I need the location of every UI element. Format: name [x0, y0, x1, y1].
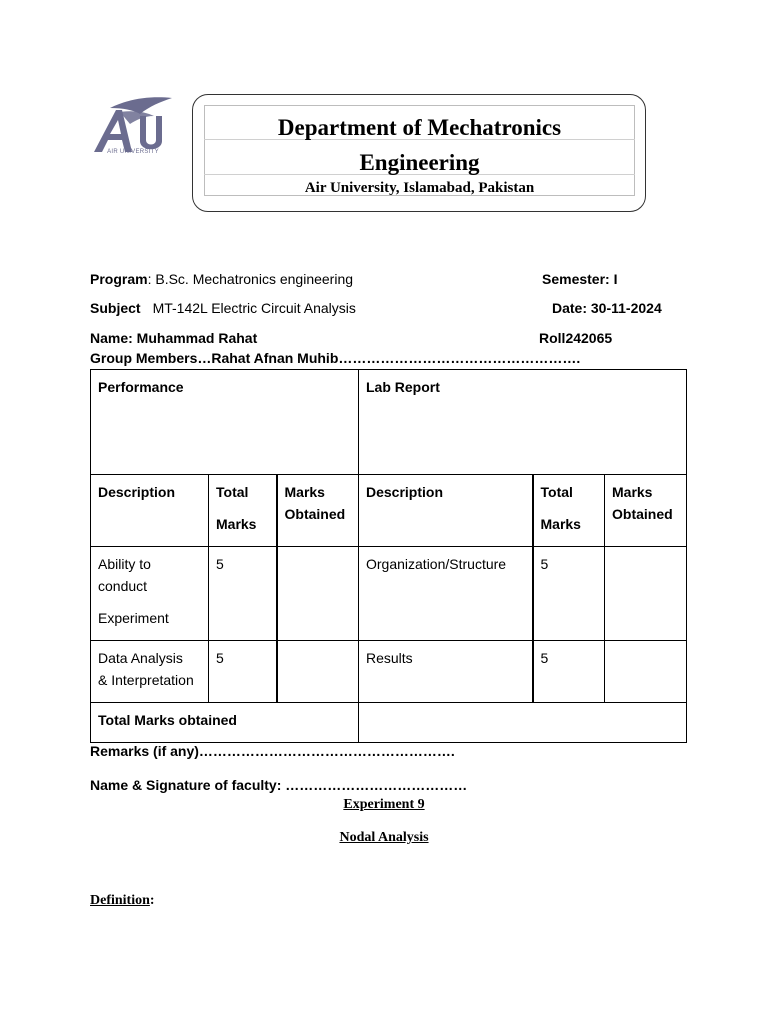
performance-obtained-cell[interactable]	[277, 547, 359, 641]
experiment-number: Experiment 9	[343, 797, 425, 812]
semester-field: Semester: I	[542, 271, 618, 287]
table-row	[91, 475, 687, 547]
obtained-label: Obtained	[284, 506, 346, 522]
program-value: : B.Sc. Mechatronics engineering	[147, 271, 354, 287]
cell-text: & Interpretation	[98, 672, 194, 688]
marks-obtained-column-header	[605, 475, 687, 547]
performance-description-cell	[91, 547, 209, 641]
marks-obtained-column-header	[277, 475, 359, 547]
marks-label: Marks	[540, 516, 581, 532]
performance-obtained-cell[interactable]	[277, 641, 359, 703]
roll-number: Roll242065	[539, 330, 613, 346]
total-marks-label: Total Marks obtained	[91, 703, 359, 743]
marks-label: Marks	[216, 516, 257, 532]
program-field	[90, 271, 353, 287]
obtained-label: Obtained	[612, 506, 673, 522]
department-title-line2: Engineering	[359, 150, 480, 175]
table-row	[91, 703, 687, 743]
description-column-header: Description	[359, 475, 533, 547]
university-name: Air University, Islamabad, Pakistan	[304, 180, 535, 196]
date-field: Date: 30-11-2024	[552, 300, 662, 316]
lab-obtained-cell[interactable]	[605, 641, 687, 703]
performance-description-cell	[91, 641, 209, 703]
logo-caption: AIR UNIVERSITY	[107, 149, 159, 155]
total-label: Total	[540, 484, 573, 500]
subject-field	[90, 300, 356, 316]
lab-description-cell: Organization/Structure	[359, 547, 533, 641]
lab-obtained-cell[interactable]	[605, 547, 687, 641]
total-marks-value-cell[interactable]	[359, 703, 687, 743]
performance-total-cell: 5	[209, 641, 277, 703]
experiment-title: Nodal Analysis	[339, 830, 429, 845]
performance-header: Performance	[91, 370, 359, 475]
lab-total-cell: 5	[533, 547, 605, 641]
marks-label: Marks	[612, 484, 653, 500]
total-marks-column-header	[209, 475, 277, 547]
cell-text: conduct	[98, 578, 148, 594]
cell-text: Experiment	[98, 610, 169, 626]
group-members: Group Members…Rahat Afnan Muhib…………………………………………….	[90, 350, 581, 366]
table-row	[91, 547, 687, 641]
performance-total-cell: 5	[209, 547, 277, 641]
description-column-header: Description	[91, 475, 209, 547]
student-name: Name: Muhammad Rahat	[90, 330, 258, 346]
table-row	[91, 641, 687, 703]
faculty-signature-line: Name & Signature of faculty: …………………………………	[90, 777, 468, 793]
definition-heading	[90, 893, 155, 909]
cell-text: Data Analysis	[98, 650, 183, 666]
table-row	[91, 370, 687, 475]
definition-colon: :	[149, 893, 155, 908]
definition-label: Definition	[90, 893, 150, 908]
cell-text: Ability to	[98, 556, 151, 572]
lab-description-cell: Results	[359, 641, 533, 703]
marks-table	[90, 369, 687, 743]
lab-total-cell: 5	[533, 641, 605, 703]
program-label: Program	[90, 271, 148, 287]
subject-label: Subject	[90, 300, 141, 316]
subject-value: MT-142L Electric Circuit Analysis	[152, 300, 356, 316]
total-label: Total	[216, 484, 249, 500]
total-marks-column-header	[533, 475, 605, 547]
lab-report-header: Lab Report	[359, 370, 687, 475]
marks-label: Marks	[284, 484, 325, 500]
department-title-line1: Department of Mechatronics	[277, 115, 562, 140]
remarks-line: Remarks (if any)……………………………………………….	[90, 743, 455, 759]
